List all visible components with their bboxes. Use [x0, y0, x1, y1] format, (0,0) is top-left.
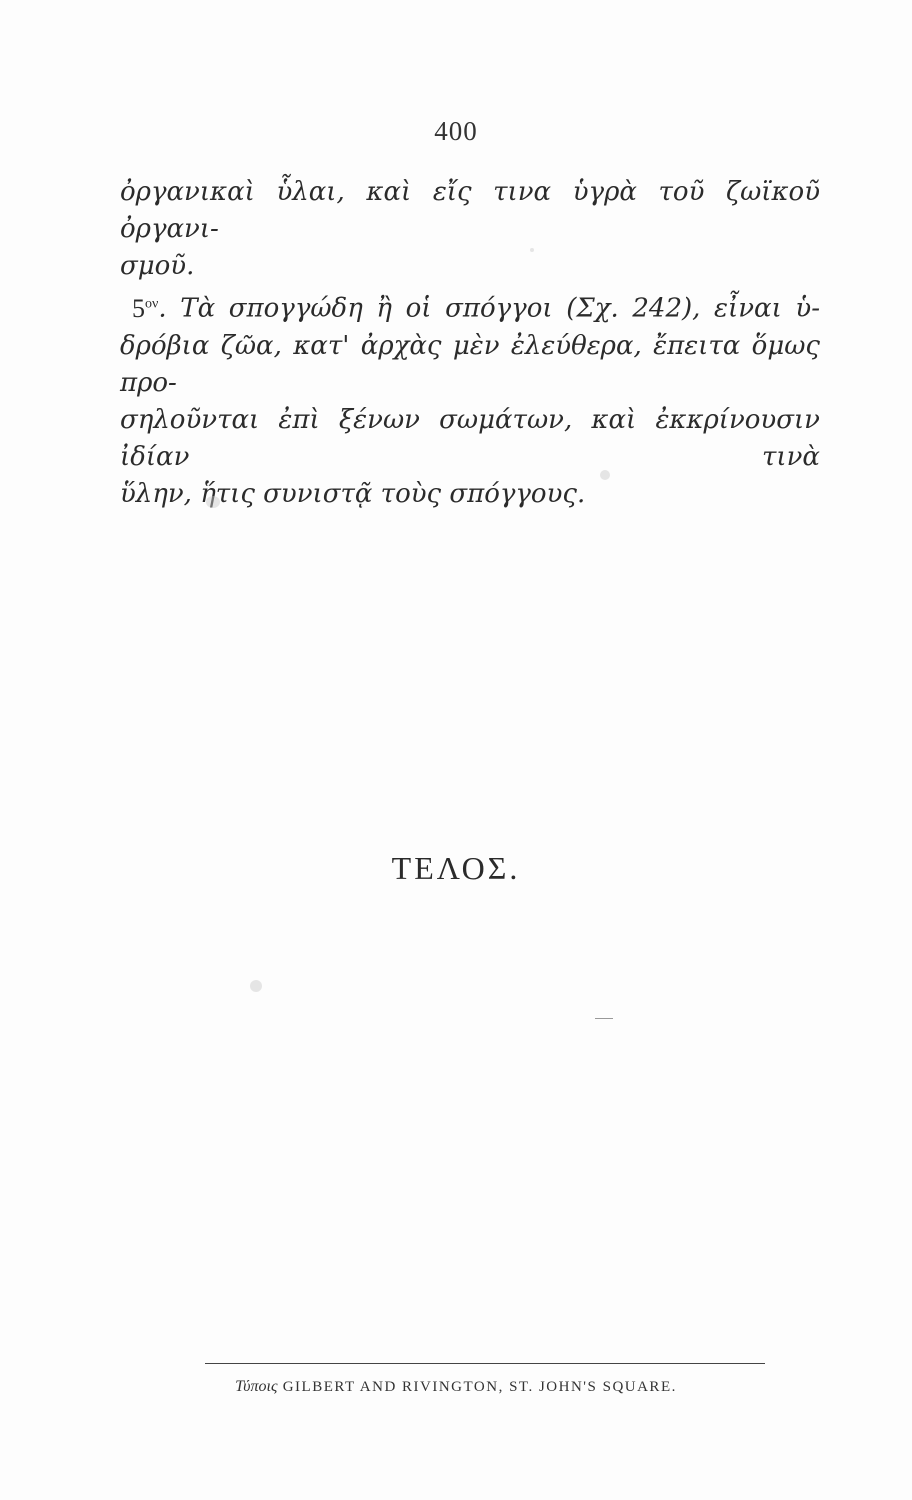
- imprint-printer: GILBERT AND RIVINGTON, ST. JOHN'S SQUARE.: [282, 1379, 677, 1395]
- paragraph-5-line-1: [120, 285, 820, 328]
- paper-speck: [250, 980, 262, 992]
- imprint-rule: [205, 1363, 765, 1364]
- page-number: 400: [434, 116, 478, 146]
- text-line: σηλοῦνται ἐπὶ ξένων σωμάτων, καὶ ἐκκρίνουσιν ἰδίαν τινὰ: [120, 404, 820, 472]
- paragraph-number-digit: 5: [132, 293, 145, 323]
- paper-speck: [530, 248, 534, 252]
- finis-heading: ΤΕΛΟΣ.: [391, 850, 521, 886]
- paper-speck: [206, 496, 220, 508]
- text-line: δρόβια ζῶα, κατ' ἀρχὰς μὲν ἐλεύθερα, ἔπειτα ὅμως προ-: [120, 330, 820, 398]
- stray-mark: [595, 1018, 613, 1019]
- paper-speck: [600, 470, 610, 480]
- printer-imprint: [0, 1378, 912, 1396]
- paragraph-number: [120, 294, 158, 323]
- paragraph-number-suffix: ον: [145, 296, 159, 311]
- body-text: [120, 174, 820, 513]
- text-line: ὀργανικαὶ ὗλαι, καὶ εἴς τινα ὑγρὰ τοῦ ζωϊκοῦ ὀργανι-: [120, 177, 820, 244]
- text-line: ὕλην, ἥτις συνιστᾷ τοὺς σπόγγους.: [120, 478, 586, 509]
- text-line: σμοῦ.: [120, 251, 195, 281]
- paragraph-line-text: . Τὰ σπογγώδη ἢ οἱ σπόγγοι (Σχ. 242), εἶναι ὑ-: [158, 293, 820, 324]
- imprint-typois: Τύποις: [235, 1378, 278, 1395]
